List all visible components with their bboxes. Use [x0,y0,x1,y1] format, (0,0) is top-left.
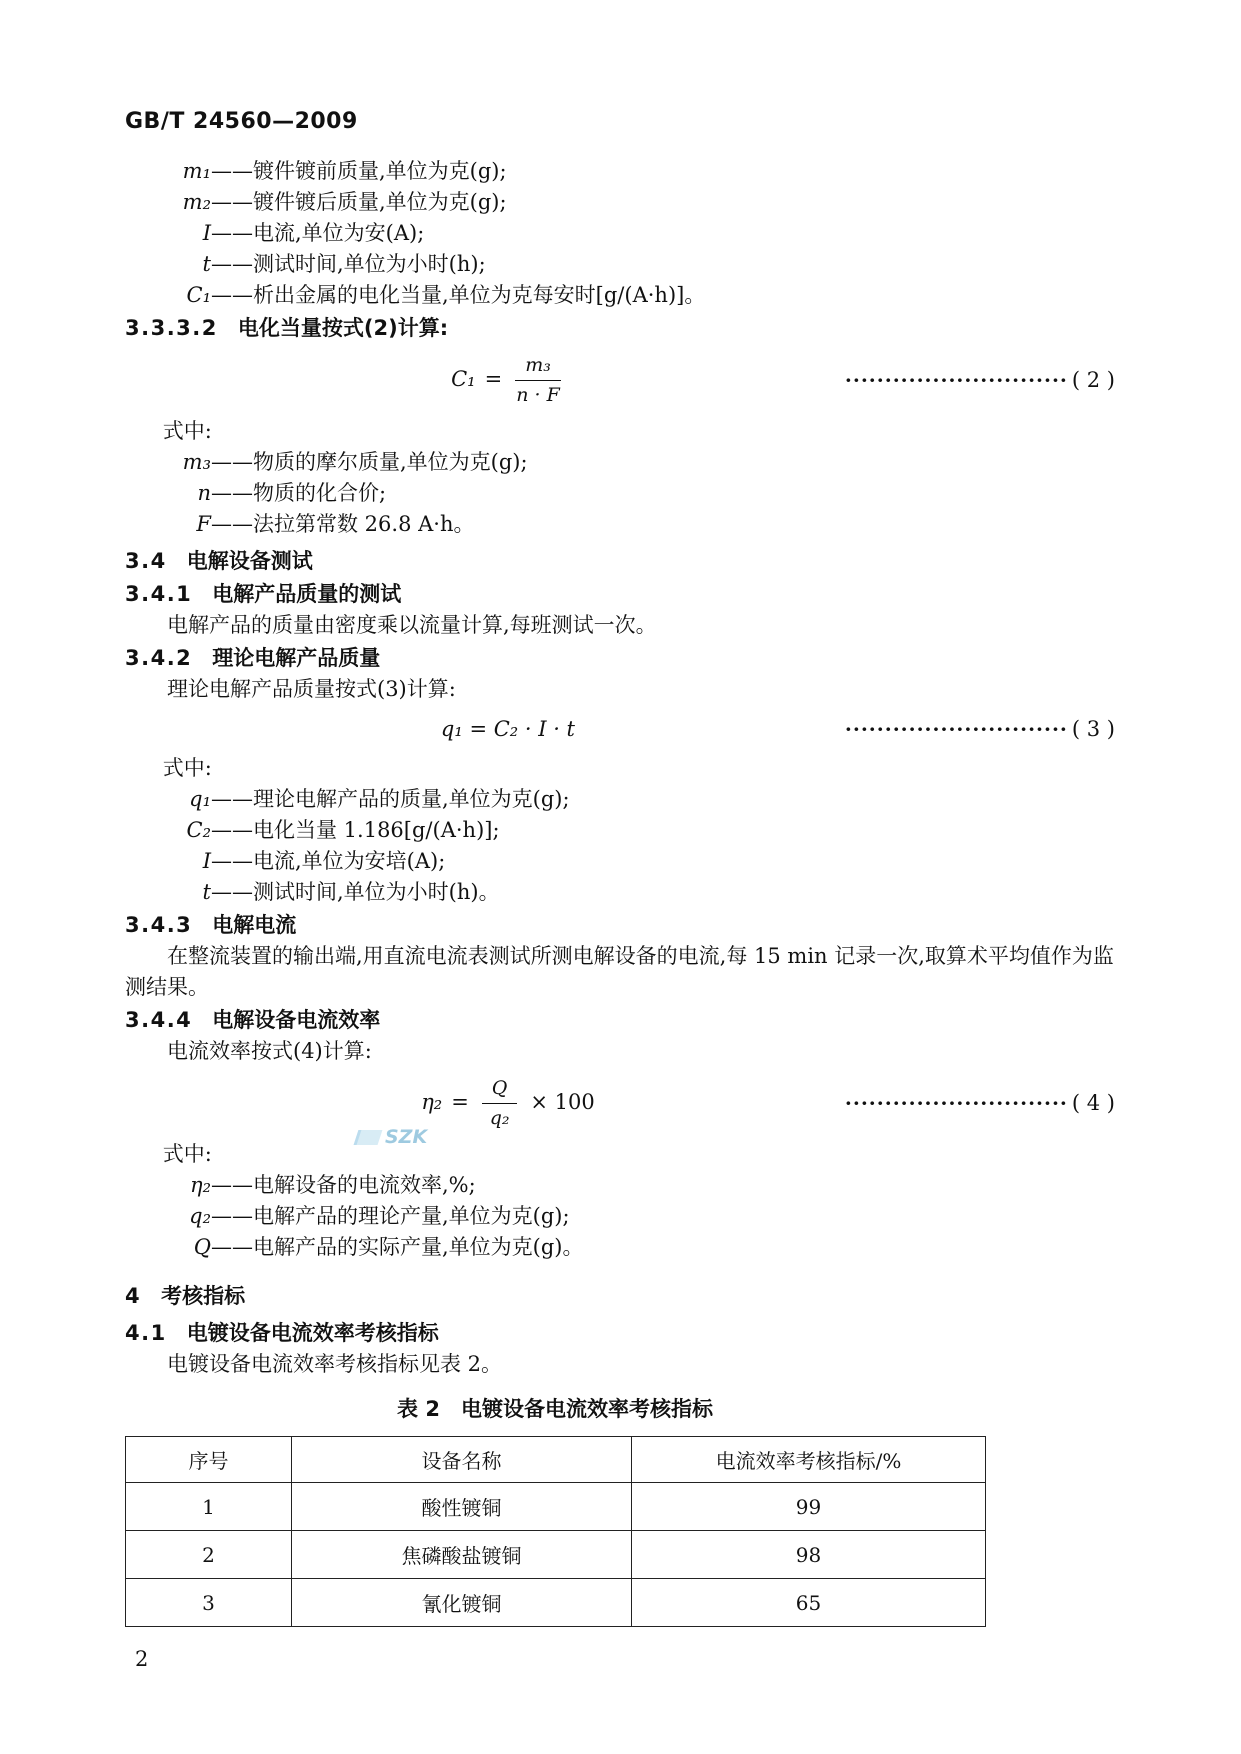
cell-index: 2 [126,1531,292,1579]
symbol: q₂ [189,1204,211,1228]
section-number: 3.3.3.2 [125,316,218,340]
definition-text: ——电解设备的电流效率,%; [211,1173,476,1197]
column-header-equipment: 设备名称 [292,1437,632,1483]
section-number: 4 [125,1284,142,1308]
table-row [126,1483,986,1531]
equation-number: ( 2 ) [1071,368,1115,392]
formula-3-body [125,717,845,741]
definition-row [125,846,1115,877]
symbol: m₁ [182,159,211,183]
definition-row [125,1232,1115,1263]
formula-4-leader [845,1091,1115,1115]
definition-row [125,1201,1115,1232]
symbol: t [202,880,211,904]
where-label: 式中: [162,1142,212,1166]
dot-leader: ···························· [844,717,1068,741]
where-label: 式中: [162,756,212,780]
symbol-list-2 [125,447,1115,540]
fraction-denominator: n · F [516,383,560,406]
symbol: m₃ [182,450,211,474]
formula-expression: q₁ = C₂ · I · t [440,717,575,741]
heading-3-4-4 [125,1005,1115,1036]
column-header-index: 序号 [126,1437,292,1483]
symbol: Q [193,1235,211,1259]
definition-row [125,280,1115,311]
section-title: 电解电流 [212,913,297,937]
paragraph-3-4-1: 电解产品的质量由密度乘以流量计算,每班测试一次。 [167,613,657,637]
section-title: 电解设备电流效率 [212,1008,381,1032]
definition-row [125,187,1115,218]
section-number: 3.4.3 [125,913,193,937]
paragraph-3-4-4: 电流效率按式(4)计算: [167,1039,372,1063]
formula-2 [125,344,1115,416]
fraction-numerator: m₃ [515,355,561,381]
formula-lhs: η₂ [421,1089,443,1114]
definition-text: ——镀件镀后质量,单位为克(g); [211,190,507,214]
definition-text: ——电流,单位为安(A); [211,221,425,245]
page-number: 2 [135,1647,149,1671]
formula-lhs: C₁ [451,366,476,391]
table-2-caption: 表 2 电镀设备电流效率考核指标 [397,1397,713,1421]
definition-row [125,447,1115,478]
definition-text: ——析出金属的电化当量,单位为克每安时[g/(A·h)]。 [211,283,706,307]
definition-row [125,815,1115,846]
paragraph-3-4-3: 在整流装置的输出端,用直流电流表测试所测电解设备的电流,每 15 min 记录一次,取算术平均值作为监测结果。 [125,944,1114,999]
paragraph-3-4-2: 理论电解产品质量按式(3)计算: [167,677,456,701]
symbol: I [202,221,211,245]
symbol-list-4 [125,1170,1115,1263]
cell-equipment: 焦磷酸盐镀铜 [292,1531,632,1579]
equation-number: ( 3 ) [1071,717,1115,741]
cell-efficiency: 99 [632,1483,986,1531]
watermark-flag-icon [354,1130,383,1145]
symbol-list-3 [125,784,1115,908]
definition-text: ——物质的摩尔质量,单位为克(g); [211,450,528,474]
definition-text: ——电流,单位为安培(A); [211,849,446,873]
table-row [126,1579,986,1627]
table-2 [125,1436,986,1627]
section-title: 电镀设备电流效率考核指标 [186,1321,439,1345]
heading-3-4-3 [125,910,1115,941]
definition-text: ——法拉第常数 26.8 A·h。 [211,512,475,536]
definition-text: ——测试时间,单位为小时(h); [211,252,486,276]
definition-text: ——理论电解产品的质量,单位为克(g); [211,787,570,811]
cell-efficiency: 98 [632,1531,986,1579]
formula-4-body [125,1078,845,1129]
section-number: 3.4 [125,549,167,573]
heading-3-4 [125,546,1115,577]
symbol: m₂ [182,190,211,214]
definition-row [125,1170,1115,1201]
dot-leader: ···························· [844,368,1068,392]
formula-3 [125,705,1115,753]
definition-row [125,156,1115,187]
symbol: q₁ [189,787,211,811]
section-title: 电化当量按式(2)计算: [237,316,449,340]
symbol: η₂ [190,1173,211,1197]
table-row [126,1531,986,1579]
definition-text: ——物质的化合价; [211,481,387,505]
cell-efficiency: 65 [632,1579,986,1627]
standard-number-header: GB/T 24560—2009 [125,109,358,134]
section-number: 3.4.1 [125,582,193,606]
symbol: I [202,849,211,873]
watermark-text: SZK [385,1126,428,1148]
definition-text: ——电解产品的实际产量,单位为克(g)。 [211,1235,584,1259]
paragraph-4-1: 电镀设备电流效率考核指标见表 2。 [167,1352,503,1376]
definition-text: ——电化当量 1.186[g/(A·h)]; [211,818,500,842]
definition-text: ——镀件镀前质量,单位为克(g); [211,159,507,183]
definition-text: ——测试时间,单位为小时(h)。 [211,880,500,904]
where-label: 式中: [162,419,212,443]
section-number: 3.4.4 [125,1008,193,1032]
definition-text: ——电解产品的理论产量,单位为克(g); [211,1204,570,1228]
table-header-row [126,1437,986,1483]
symbol: C₂ [186,818,211,842]
column-header-efficiency: 电流效率考核指标/% [632,1437,986,1483]
formula-suffix: × 100 [530,1089,595,1114]
heading-4 [125,1281,1115,1312]
formula-2-leader [845,368,1115,392]
symbol: t [202,252,211,276]
definition-row [125,218,1115,249]
definition-row [125,478,1115,509]
section-title: 考核指标 [161,1284,246,1308]
definition-row [125,784,1115,815]
equals-sign: = [451,1089,469,1114]
fraction-numerator: Q [482,1078,518,1104]
heading-4-1 [125,1318,1115,1349]
fraction [482,1078,518,1129]
equation-number: ( 4 ) [1071,1091,1115,1115]
cell-index: 1 [126,1483,292,1531]
definition-row [125,877,1115,908]
heading-3-3-3-2 [125,313,1115,344]
formula-3-leader [845,717,1115,741]
formula-4 [125,1067,1115,1139]
dot-leader: ···························· [844,1091,1068,1115]
heading-3-4-2 [125,643,1115,674]
fraction-denominator: q₂ [489,1106,510,1129]
cell-equipment: 氰化镀铜 [292,1579,632,1627]
symbol: C₁ [186,283,211,307]
section-title: 电解产品质量的测试 [212,582,402,606]
heading-3-4-1 [125,579,1115,610]
equals-sign: = [484,366,503,391]
symbol: F [196,512,211,536]
section-number: 4.1 [125,1321,167,1345]
watermark [356,1126,427,1148]
fraction [515,355,561,406]
symbol-list-1 [125,156,1115,311]
section-title: 理论电解产品质量 [212,646,381,670]
cell-equipment: 酸性镀铜 [292,1483,632,1531]
symbol: n [197,481,211,505]
section-title: 电解设备测试 [186,549,313,573]
cell-index: 3 [126,1579,292,1627]
definition-row [125,249,1115,280]
section-number: 3.4.2 [125,646,193,670]
formula-2-body [125,355,845,406]
definition-row [125,509,1115,540]
